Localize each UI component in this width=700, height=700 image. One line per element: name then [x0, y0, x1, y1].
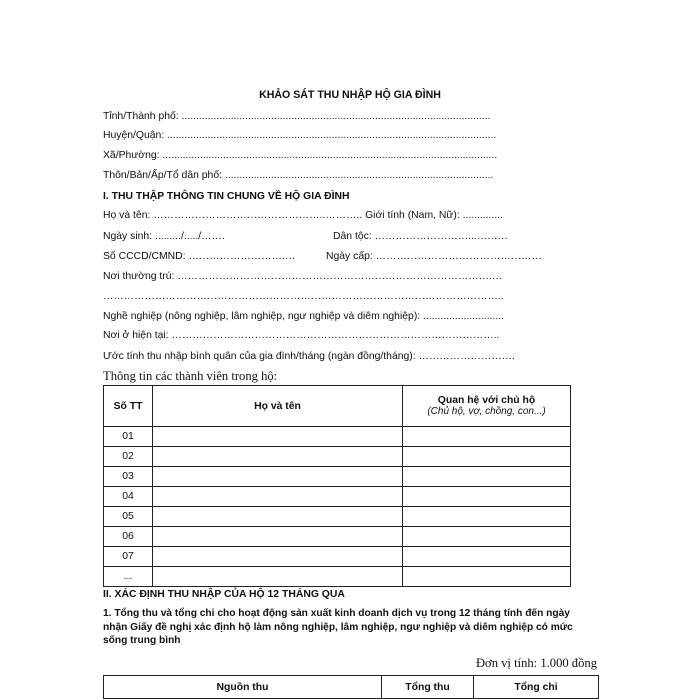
field-income-estimate: Ước tính thu nhập bình quân của gia đình/tháng (ngàn đồng/tháng): ………………………. [103, 351, 515, 362]
relation-cell[interactable] [403, 487, 571, 507]
col-total-income: Tổng thu [382, 676, 474, 699]
field-birthdate: Ngày sinh: ........./...../……. [103, 231, 225, 242]
table-row [104, 467, 571, 487]
income-table [103, 675, 599, 699]
table-row [104, 447, 571, 467]
name-cell[interactable] [153, 427, 403, 447]
row-number: ... [104, 567, 153, 587]
col-relation [403, 386, 571, 427]
table-row [104, 487, 571, 507]
col-stt: Số TT [104, 386, 153, 427]
name-cell[interactable] [153, 567, 403, 587]
section2-heading: II. XÁC ĐỊNH THU NHẬP CỦA HỘ 12 THÁNG QUA [103, 589, 345, 600]
table-row [104, 427, 571, 447]
members-table [103, 385, 571, 587]
field-issue-date: Ngày cấp: ………………………………………… [326, 251, 542, 262]
row-number: 06 [104, 527, 153, 547]
table-row [104, 567, 571, 587]
table-row [104, 507, 571, 527]
members-table-header [104, 386, 571, 427]
table-row [104, 547, 571, 567]
name-cell[interactable] [153, 447, 403, 467]
col-relation-sub: (Chủ hộ, vợ, chồng, con...) [427, 406, 546, 417]
relation-cell[interactable] [403, 467, 571, 487]
relation-cell[interactable] [403, 547, 571, 567]
name-cell[interactable] [153, 487, 403, 507]
name-cell[interactable] [153, 547, 403, 567]
col-relation-label: Quan hệ với chủ hộ [437, 395, 536, 406]
members-caption: Thông tin các thành viên trong hộ: [103, 369, 278, 383]
name-cell[interactable] [153, 467, 403, 487]
field-district: Huyện/Quận: .................................................................................................................. [103, 130, 497, 141]
field-hamlet: Thôn/Bản/Ấp/Tổ dân phố: ............................................................................................. [103, 170, 494, 181]
section1-heading: I. THU THẬP THÔNG TIN CHUNG VỀ HỘ GIA ĐÌNH [103, 191, 350, 202]
field-occupation: Nghề nghiệp (nông nghiệp, lâm nghiệp, ngư nghiệp và diêm nghiệp): ............................ [103, 311, 504, 322]
row-number: 03 [104, 467, 153, 487]
field-name-gender: Họ và tên: …………………………………………..……….. Giới tính (Nam, Nữ): .............. [103, 210, 504, 221]
relation-cell[interactable] [403, 527, 571, 547]
field-ethnicity: Dân tộc: ………………………...……… [333, 231, 508, 242]
field-permanent-address-cont: …………………………………………………………………………………………………….. [103, 291, 504, 302]
field-current-address: Nơi ở hiện tại: ………………………………………………………………………………….. [103, 330, 500, 341]
relation-cell[interactable] [403, 447, 571, 467]
row-number: 02 [104, 447, 153, 467]
row-number: 05 [104, 507, 153, 527]
field-permanent-address: Nơi thường trú: ……………………………………………………………………………….… [103, 271, 503, 282]
name-cell[interactable] [153, 507, 403, 527]
relation-cell[interactable] [403, 567, 571, 587]
row-number: 07 [104, 547, 153, 567]
field-province: Tỉnh/Thành phố: ........................................................................................................... [103, 111, 491, 122]
section2-paragraph: 1. Tổng thu và tổng chi cho hoạt động sản xuất kinh doanh dịch vụ trong 12 tháng tính đến ngày nhận Giấy đề nghị xác định hộ làm nông nghiệp, lâm nghiệp, ngư nghiệp và diêm nghiệp có mức sống trung bình [103, 608, 573, 646]
relation-cell[interactable] [403, 507, 571, 527]
relation-cell[interactable] [403, 427, 571, 447]
unit-note: Đơn vị tính: 1.000 đồng [475, 656, 597, 670]
row-number: 01 [104, 427, 153, 447]
col-total-expense: Tổng chi [474, 676, 599, 699]
row-number: 04 [104, 487, 153, 507]
income-table-header [104, 676, 599, 699]
document-title: KHẢO SÁT THU NHẬP HỘ GIA ĐÌNH [259, 89, 441, 101]
col-income-source: Nguồn thu [104, 676, 382, 699]
table-row [104, 527, 571, 547]
col-full-name: Họ và tên [153, 386, 403, 427]
name-cell[interactable] [153, 527, 403, 547]
field-ward: Xã/Phường: .................................................................................................................... [103, 150, 498, 161]
field-id-number: Số CCCD/CMND: ……………………….… [103, 251, 296, 262]
